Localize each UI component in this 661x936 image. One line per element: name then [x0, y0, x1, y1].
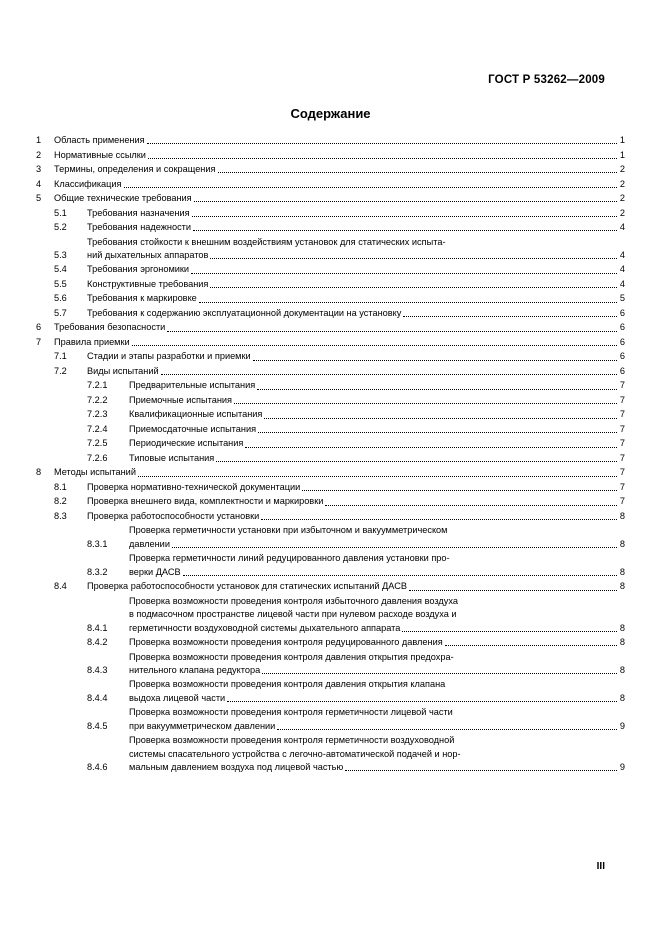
- toc-leader-dots: [345, 763, 617, 771]
- toc-leader-dots: [245, 440, 617, 448]
- toc-leader-dots: [402, 624, 617, 632]
- toc-entry-title: Проверка возможности проведения контроля редуцированного давления: [129, 637, 443, 648]
- toc-leader-dots: [302, 483, 617, 491]
- toc-entry-title: в подмасочном пространстве лицевой части при нулевом расходе воздуха и: [129, 609, 457, 620]
- toc-entry-page: 8: [619, 622, 625, 633]
- toc-entry-title: герметичности воздуховодной системы дыхательного аппарата: [129, 622, 401, 633]
- toc-entry-number: 8.1: [54, 481, 67, 492]
- toc-entry-title: Проверка работоспособности установок для статических испытаний ДАСВ: [87, 581, 407, 592]
- toc-entry[interactable]: [36, 408, 625, 421]
- toc-entry-number: 8.4: [54, 581, 67, 592]
- toc-entry[interactable]: [36, 221, 625, 234]
- toc-entry-number: 7.2.3: [87, 409, 108, 420]
- toc-leader-dots: [409, 583, 617, 591]
- toc-entry[interactable]: [36, 321, 625, 334]
- toc-leader-dots: [261, 512, 617, 520]
- toc-entry-number: 7.2.5: [87, 438, 108, 449]
- toc-entry-title: ний дыхательных аппаратов: [87, 249, 209, 260]
- toc-entry-page: 7: [619, 438, 625, 449]
- toc-entry-title: Проверка возможности проведения контроля герметичности воздуховодной: [129, 735, 455, 746]
- page-number: III: [596, 861, 605, 872]
- toc-leader-dots: [253, 353, 617, 361]
- toc-leader-dots: [132, 338, 617, 346]
- toc-entry-page: 2: [619, 164, 625, 174]
- toc-entry[interactable]: [36, 452, 625, 465]
- toc-entry-page: 7: [619, 380, 625, 391]
- toc-entry[interactable]: [36, 350, 625, 363]
- toc-leader-dots: [210, 280, 616, 288]
- toc-entry-page: 6: [619, 307, 625, 318]
- toc-entry-number: 3: [36, 164, 42, 174]
- toc-entry-number: 7.2: [54, 365, 67, 376]
- toc-entry-page: 6: [619, 336, 625, 347]
- toc-entry-title: Виды испытаний: [87, 365, 159, 376]
- toc-entry-page: 1: [619, 149, 625, 160]
- toc-entry[interactable]: [36, 236, 625, 263]
- toc-entry-number: 7.1: [54, 351, 67, 362]
- toc-leader-dots: [191, 266, 617, 274]
- toc-leader-dots: [258, 425, 617, 433]
- toc-entry-title: системы спасательного устройства с легочно-автоматической подачей и нор-: [129, 748, 461, 759]
- toc-entry-number: 5.3: [54, 249, 67, 260]
- toc-leader-dots: [183, 568, 617, 576]
- toc-entry-number: 5.7: [54, 307, 67, 318]
- toc-entry[interactable]: [36, 149, 625, 162]
- toc-entry-title: Правила приемки: [54, 336, 130, 347]
- toc-entry-number: 5.5: [54, 278, 67, 289]
- toc-entry-page: 9: [619, 720, 625, 731]
- toc-entry-number: 8.3.2: [87, 566, 108, 577]
- toc-entry-page: 7: [619, 409, 625, 420]
- toc-leader-dots: [193, 223, 617, 231]
- toc-entry[interactable]: [36, 552, 625, 579]
- toc-leader-dots: [216, 454, 617, 462]
- toc-entry-page: 8: [619, 664, 625, 675]
- toc-leader-dots: [262, 666, 617, 674]
- toc-entry-page: 6: [619, 322, 625, 333]
- toc-entry-page: 7: [619, 481, 625, 492]
- toc-entry-title: Проверка возможности проведения контроля давления открытия предохра-: [129, 651, 454, 662]
- toc-entry-page: 2: [619, 178, 625, 189]
- toc-entry-number: 5.2: [54, 222, 67, 232]
- toc-leader-dots: [124, 180, 617, 188]
- toc-entry[interactable]: [36, 466, 625, 479]
- toc-entry[interactable]: [36, 678, 625, 705]
- toc-entry[interactable]: [36, 379, 625, 392]
- toc-entry-title: Квалификационные испытания: [129, 409, 263, 420]
- toc-entry-title: Требования к содержанию эксплуатационной документации на установку: [87, 307, 402, 318]
- toc-entry-number: 8.4.5: [87, 720, 108, 731]
- toc-leader-dots: [325, 498, 617, 506]
- toc-entry[interactable]: [36, 365, 625, 378]
- toc-leader-dots: [234, 396, 617, 404]
- toc-leader-dots: [161, 367, 617, 375]
- toc-leader-dots: [218, 165, 617, 173]
- toc-entry[interactable]: [36, 706, 625, 733]
- toc-entry[interactable]: [36, 524, 625, 551]
- toc-entry-page: 4: [619, 222, 625, 232]
- toc-leader-dots: [257, 382, 617, 390]
- toc-entry-page: 6: [619, 351, 625, 362]
- toc-entry-number: 8.3: [54, 510, 67, 521]
- toc-entry-title: Проверка внешнего вида, комплектности и маркировки: [87, 496, 324, 507]
- toc-entry-page: 7: [619, 394, 625, 405]
- toc-entry[interactable]: [36, 178, 625, 191]
- toc-entry[interactable]: [36, 595, 625, 635]
- toc-entry-number: 8: [36, 467, 42, 478]
- toc-entry-number: 7.2.2: [87, 394, 108, 405]
- toc-leader-dots: [199, 295, 617, 303]
- toc-entry-number: 1: [36, 135, 42, 145]
- toc-entry-page: 8: [619, 538, 625, 549]
- toc-entry-title: Предварительные испытания: [129, 380, 256, 391]
- toc-entry-page: 7: [619, 496, 625, 507]
- toc-entry-number: 8.4.2: [87, 637, 108, 648]
- toc-entry-number: 5: [36, 193, 42, 203]
- toc-entry[interactable]: [36, 263, 625, 276]
- toc-entry[interactable]: [36, 278, 625, 291]
- toc-entry[interactable]: [36, 495, 625, 508]
- toc-entry[interactable]: [36, 423, 625, 436]
- toc-entry-title: верки ДАСВ: [129, 566, 181, 577]
- toc-entry[interactable]: [36, 394, 625, 407]
- toc-entry[interactable]: [36, 307, 625, 320]
- page-title: Содержание: [290, 106, 371, 121]
- toc-entry[interactable]: [36, 163, 625, 176]
- toc-entry-title: Область применения: [54, 135, 145, 145]
- toc-leader-dots: [194, 194, 617, 202]
- standard-code: ГОСТ Р 53262—2009: [488, 74, 605, 86]
- toc-entry-title: Приемосдаточные испытания: [129, 423, 257, 434]
- toc-entry-number: 8.4.3: [87, 664, 108, 675]
- toc-entry-title: Термины, определения и сокращения: [54, 164, 216, 174]
- toc-entry-page: 1: [619, 135, 625, 145]
- toc-entry[interactable]: [36, 734, 625, 774]
- toc-leader-dots: [172, 540, 617, 548]
- toc-entry-page: 4: [619, 249, 625, 260]
- toc-entry[interactable]: [36, 437, 625, 450]
- toc-entry[interactable]: [36, 292, 625, 305]
- toc-entry-title: Типовые испытания: [129, 452, 215, 463]
- toc-entry[interactable]: [36, 651, 625, 678]
- toc-entry-page: 4: [619, 264, 625, 275]
- toc-entry-title: Стадии и этапы разработки и приемки: [87, 351, 251, 362]
- toc-entry-number: 7.2.1: [87, 380, 108, 391]
- toc-entry-title: Проверка нормативно-технической документации: [87, 481, 301, 492]
- toc-entry-title: Проверка возможности проведения контроля герметичности лицевой части: [129, 707, 453, 718]
- toc-entry[interactable]: [36, 207, 625, 220]
- toc-leader-dots: [148, 151, 617, 159]
- toc-entry[interactable]: [36, 636, 625, 649]
- toc-entry-title: выдоха лицевой части: [129, 692, 226, 703]
- table-of-contents: [36, 134, 625, 776]
- toc-leader-dots: [227, 694, 617, 702]
- toc-entry-page: 8: [619, 510, 625, 521]
- toc-leader-dots: [403, 309, 617, 317]
- toc-entry-title: Проверка герметичности установки при избыточном и вакуумметрическом: [129, 525, 448, 536]
- toc-leader-dots: [445, 638, 617, 646]
- toc-entry[interactable]: [36, 481, 625, 494]
- toc-leader-dots: [167, 324, 617, 332]
- toc-entry-number: 8.2: [54, 496, 67, 507]
- toc-entry-title: Проверка работоспособности установки: [87, 510, 260, 521]
- toc-entry[interactable]: [36, 134, 625, 147]
- toc-leader-dots: [277, 722, 617, 730]
- toc-entry-title: нительного клапана редуктора: [129, 664, 261, 675]
- toc-entry-title: Требования эргономики: [87, 264, 190, 275]
- toc-entry-page: 8: [619, 581, 625, 592]
- toc-entry-page: 7: [619, 467, 625, 478]
- toc-entry-number: 2: [36, 149, 42, 160]
- toc-entry-number: 7.2.4: [87, 423, 108, 434]
- toc-leader-dots: [147, 136, 617, 144]
- toc-entry-title: Общие технические требования: [54, 193, 192, 203]
- toc-entry-page: 8: [619, 637, 625, 648]
- toc-entry-number: 8.4.1: [87, 622, 108, 633]
- toc-leader-dots: [210, 251, 616, 259]
- toc-leader-dots: [138, 469, 617, 477]
- toc-entry-title: Методы испытаний: [54, 467, 136, 478]
- toc-entry-number: 5.6: [54, 293, 67, 304]
- toc-entry-title: Требования назначения: [87, 207, 190, 218]
- toc-entry-number: 8.3.1: [87, 538, 108, 549]
- toc-entry-number: 5.4: [54, 264, 67, 275]
- toc-entry-title: Требования безопасности: [54, 322, 166, 333]
- toc-entry-title: Нормативные ссылки: [54, 149, 146, 160]
- toc-entry-title: Проверка возможности проведения контроля давления открытия клапана: [129, 679, 446, 690]
- toc-entry-title: при вакуумметрическом давлении: [129, 720, 276, 731]
- toc-entry[interactable]: [36, 336, 625, 349]
- toc-entry-page: 2: [619, 193, 625, 203]
- toc-entry-title: Периодические испытания: [129, 438, 244, 449]
- toc-entry-title: Конструктивные требования: [87, 278, 209, 289]
- toc-entry-page: 2: [619, 207, 625, 218]
- toc-entry-page: 7: [619, 452, 625, 463]
- toc-entry-page: 4: [619, 278, 625, 289]
- toc-entry-title: Требования стойкости к внешним воздействиям установок для статических испыта-: [87, 236, 446, 247]
- toc-entry-title: Проверка герметичности линий редуцированного давления установки про-: [129, 553, 450, 564]
- toc-leader-dots: [192, 209, 617, 217]
- toc-entry-number: 7.2.6: [87, 452, 108, 463]
- toc-entry-page: 6: [619, 365, 625, 376]
- toc-entry-number: 7: [36, 336, 42, 347]
- toc-entry-number: 5.1: [54, 207, 67, 218]
- toc-entry-title: Требования надежности: [87, 222, 192, 232]
- toc-entry-page: 8: [619, 566, 625, 577]
- toc-entry-number: 4: [36, 178, 42, 189]
- toc-entry[interactable]: [36, 510, 625, 523]
- toc-entry-number: 6: [36, 322, 42, 333]
- toc-entry-title: Приемочные испытания: [129, 394, 233, 405]
- toc-entry[interactable]: [36, 192, 625, 205]
- toc-entry-page: 9: [619, 762, 625, 773]
- toc-entry-page: 8: [619, 692, 625, 703]
- toc-leader-dots: [264, 411, 617, 419]
- toc-entry[interactable]: [36, 580, 625, 593]
- toc-entry-title: мальным давлением воздуха под лицевой частью: [129, 762, 344, 773]
- toc-entry-number: 8.4.6: [87, 762, 108, 773]
- toc-entry-page: 7: [619, 423, 625, 434]
- toc-entry-page: 5: [619, 293, 625, 304]
- toc-entry-title: Проверка возможности проведения контроля избыточного давления воздуха: [129, 595, 458, 606]
- toc-entry-title: Классификация: [54, 178, 122, 189]
- toc-entry-title: Требования к маркировке: [87, 293, 197, 304]
- toc-entry-title: давлении: [129, 538, 170, 549]
- toc-entry-number: 8.4.4: [87, 692, 108, 703]
